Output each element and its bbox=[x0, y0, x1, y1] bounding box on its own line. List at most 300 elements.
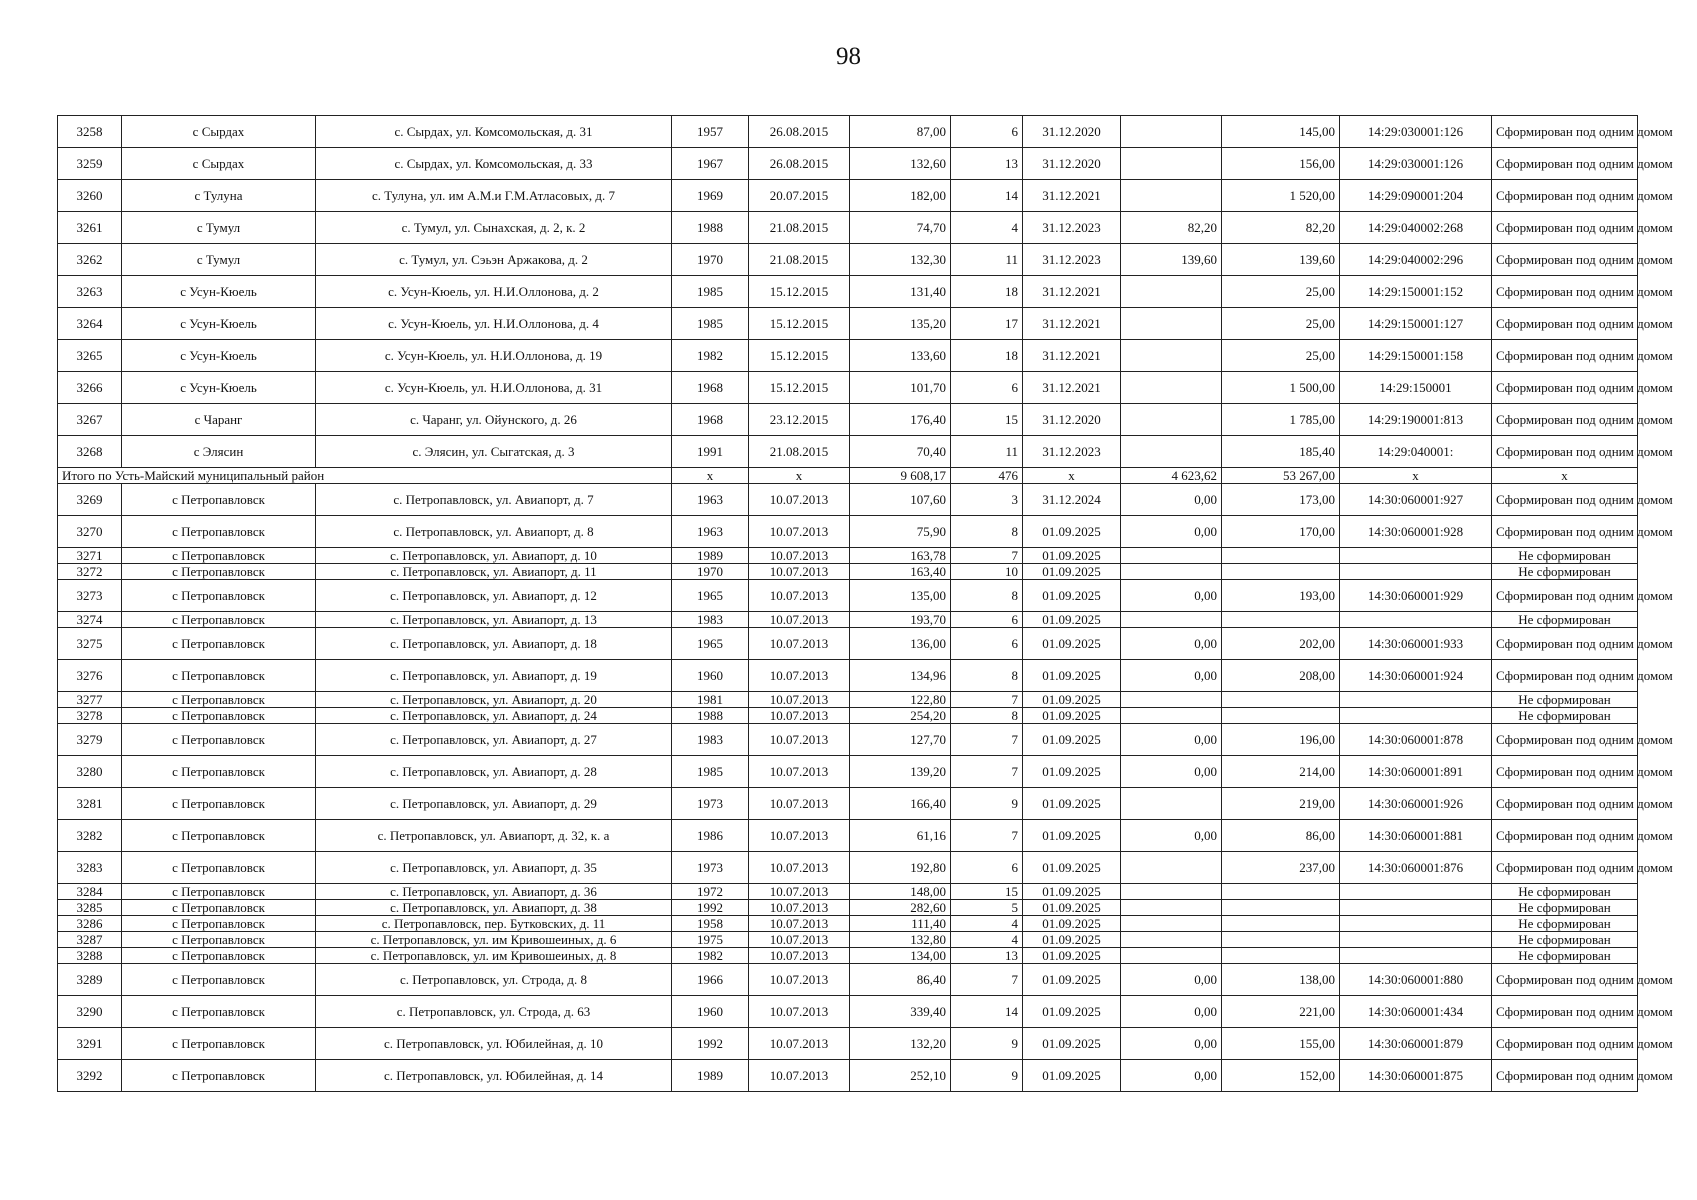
cell-area: 101,70 bbox=[850, 372, 951, 404]
cell-cadastral-number: 14:30:060001:879 bbox=[1340, 1028, 1492, 1060]
cell-cadastral-number: 14:30:060001:933 bbox=[1340, 628, 1492, 660]
cell-cadastral-number: 14:29:030001:126 bbox=[1340, 116, 1492, 148]
total-year: x bbox=[672, 468, 749, 484]
cell-recognition-date: 10.07.2013 bbox=[749, 660, 850, 692]
cell-build-year: 1965 bbox=[672, 580, 749, 612]
cell-value-1 bbox=[1121, 308, 1222, 340]
cell-land-status: Сформирован под одним домом bbox=[1492, 756, 1638, 788]
cell-land-status: Сформирован под одним домом bbox=[1492, 436, 1638, 468]
cell-recognition-date: 10.07.2013 bbox=[749, 788, 850, 820]
cell-residents: 7 bbox=[951, 820, 1023, 852]
cell-value-2: 152,00 bbox=[1222, 1060, 1340, 1092]
cell-land-status: Сформирован под одним домом bbox=[1492, 148, 1638, 180]
cell-planned-date: 01.09.2025 bbox=[1023, 1060, 1121, 1092]
cell-settlement: с Петропавловск bbox=[122, 484, 316, 516]
cell-value-2: 139,60 bbox=[1222, 244, 1340, 276]
table-section-petropavlovsk bbox=[58, 484, 1673, 1092]
cell-value-2: 1 500,00 bbox=[1222, 372, 1340, 404]
cell-land-status: Сформирован под одним домом bbox=[1492, 996, 1638, 1028]
cell-value-2: 237,00 bbox=[1222, 852, 1340, 884]
cell-value-2 bbox=[1222, 932, 1340, 948]
cell-row-number: 3287 bbox=[58, 932, 122, 948]
cell-residents: 3 bbox=[951, 484, 1023, 516]
cell-value-1 bbox=[1121, 884, 1222, 900]
cell-planned-date: 01.09.2025 bbox=[1023, 564, 1121, 580]
cell-row-number: 3274 bbox=[58, 612, 122, 628]
cell-value-1: 0,00 bbox=[1121, 516, 1222, 548]
cell-residents: 18 bbox=[951, 340, 1023, 372]
total-value-2: 53 267,00 bbox=[1222, 468, 1340, 484]
cell-planned-date: 01.09.2025 bbox=[1023, 756, 1121, 788]
cell-area: 132,80 bbox=[850, 932, 951, 948]
cell-recognition-date: 10.07.2013 bbox=[749, 852, 850, 884]
cell-land-status: Сформирован под одним домом bbox=[1492, 276, 1638, 308]
table-row bbox=[58, 852, 1638, 884]
cell-row-number: 3276 bbox=[58, 660, 122, 692]
cell-address: с. Петропавловск, ул. Авиапорт, д. 29 bbox=[316, 788, 672, 820]
cell-land-status: Сформирован под одним домом bbox=[1492, 340, 1638, 372]
cell-cadastral-number: 14:29:150001:158 bbox=[1340, 340, 1492, 372]
cell-row-number: 3279 bbox=[58, 724, 122, 756]
cell-value-1 bbox=[1121, 916, 1222, 932]
cell-recognition-date: 23.12.2015 bbox=[749, 404, 850, 436]
cell-cadastral-number bbox=[1340, 916, 1492, 932]
cell-residents: 13 bbox=[951, 948, 1023, 964]
table-row bbox=[58, 404, 1638, 436]
cell-value-2: 1 520,00 bbox=[1222, 180, 1340, 212]
cell-row-number: 3262 bbox=[58, 244, 122, 276]
cell-cadastral-number: 14:29:030001:126 bbox=[1340, 148, 1492, 180]
cell-recognition-date: 20.07.2015 bbox=[749, 180, 850, 212]
cell-area: 163,78 bbox=[850, 548, 951, 564]
cell-value-1: 0,00 bbox=[1121, 1028, 1222, 1060]
cell-build-year: 1970 bbox=[672, 244, 749, 276]
cell-row-number: 3285 bbox=[58, 900, 122, 916]
cell-residents: 10 bbox=[951, 564, 1023, 580]
table-row bbox=[58, 1060, 1638, 1092]
cell-area: 133,60 bbox=[850, 340, 951, 372]
cell-build-year: 1989 bbox=[672, 548, 749, 564]
cell-value-1: 0,00 bbox=[1121, 628, 1222, 660]
cell-value-2 bbox=[1222, 548, 1340, 564]
cell-value-2 bbox=[1222, 884, 1340, 900]
cell-residents: 7 bbox=[951, 724, 1023, 756]
table-row bbox=[58, 308, 1638, 340]
cell-value-2: 86,00 bbox=[1222, 820, 1340, 852]
cell-build-year: 1968 bbox=[672, 404, 749, 436]
cell-residents: 5 bbox=[951, 900, 1023, 916]
cell-value-1 bbox=[1121, 276, 1222, 308]
cell-value-2: 202,00 bbox=[1222, 628, 1340, 660]
cell-address: с. Петропавловск, ул. Авиапорт, д. 20 bbox=[316, 692, 672, 708]
cell-cadastral-number bbox=[1340, 948, 1492, 964]
cell-land-status: Не сформирован bbox=[1492, 548, 1638, 564]
cell-row-number: 3277 bbox=[58, 692, 122, 708]
cell-area: 132,30 bbox=[850, 244, 951, 276]
cell-address: с. Петропавловск, ул. Авиапорт, д. 13 bbox=[316, 612, 672, 628]
cell-row-number: 3270 bbox=[58, 516, 122, 548]
cell-cadastral-number bbox=[1340, 692, 1492, 708]
table-row bbox=[58, 436, 1638, 468]
cell-cadastral-number: 14:29:150001:127 bbox=[1340, 308, 1492, 340]
cell-planned-date: 01.09.2025 bbox=[1023, 900, 1121, 916]
cell-cadastral-number: 14:30:060001:891 bbox=[1340, 756, 1492, 788]
cell-build-year: 1985 bbox=[672, 276, 749, 308]
cell-land-status: Не сформирован bbox=[1492, 612, 1638, 628]
cell-area: 127,70 bbox=[850, 724, 951, 756]
cell-value-2: 1 785,00 bbox=[1222, 404, 1340, 436]
cell-value-1: 0,00 bbox=[1121, 820, 1222, 852]
cell-build-year: 1992 bbox=[672, 1028, 749, 1060]
table-row bbox=[58, 116, 1638, 148]
cell-area: 254,20 bbox=[850, 708, 951, 724]
cell-row-number: 3265 bbox=[58, 340, 122, 372]
cell-area: 148,00 bbox=[850, 884, 951, 900]
cell-address: с. Усун-Кюель, ул. Н.И.Оллонова, д. 31 bbox=[316, 372, 672, 404]
cell-settlement: с Петропавловск bbox=[122, 996, 316, 1028]
cell-row-number: 3260 bbox=[58, 180, 122, 212]
cell-settlement: с Петропавловск bbox=[122, 756, 316, 788]
cell-residents: 4 bbox=[951, 916, 1023, 932]
cell-recognition-date: 10.07.2013 bbox=[749, 932, 850, 948]
cell-area: 107,60 bbox=[850, 484, 951, 516]
table-row bbox=[58, 756, 1638, 788]
cell-build-year: 1963 bbox=[672, 484, 749, 516]
table-row bbox=[58, 612, 1638, 628]
cell-row-number: 3284 bbox=[58, 884, 122, 900]
table-row bbox=[58, 964, 1638, 996]
cell-land-status: Не сформирован bbox=[1492, 948, 1638, 964]
cell-residents: 4 bbox=[951, 212, 1023, 244]
cell-planned-date: 31.12.2023 bbox=[1023, 212, 1121, 244]
cell-row-number: 3288 bbox=[58, 948, 122, 964]
cell-cadastral-number: 14:30:060001:928 bbox=[1340, 516, 1492, 548]
table-row bbox=[58, 372, 1638, 404]
cell-residents: 6 bbox=[951, 628, 1023, 660]
cell-value-1 bbox=[1121, 372, 1222, 404]
cell-area: 136,00 bbox=[850, 628, 951, 660]
cell-planned-date: 01.09.2025 bbox=[1023, 724, 1121, 756]
cell-cadastral-number: 14:30:060001:881 bbox=[1340, 820, 1492, 852]
table-row bbox=[58, 484, 1638, 516]
cell-planned-date: 31.12.2020 bbox=[1023, 404, 1121, 436]
table-row bbox=[58, 932, 1638, 948]
cell-address: с. Петропавловск, ул. Юбилейная, д. 10 bbox=[316, 1028, 672, 1060]
cell-settlement: с Тумул bbox=[122, 244, 316, 276]
cell-area: 339,40 bbox=[850, 996, 951, 1028]
cell-value-2: 173,00 bbox=[1222, 484, 1340, 516]
cell-row-number: 3273 bbox=[58, 580, 122, 612]
cell-row-number: 3272 bbox=[58, 564, 122, 580]
cell-settlement: с Петропавловск bbox=[122, 660, 316, 692]
cell-row-number: 3292 bbox=[58, 1060, 122, 1092]
total-row bbox=[58, 468, 1638, 484]
table-row bbox=[58, 244, 1638, 276]
cell-address: с. Петропавловск, ул. Авиапорт, д. 12 bbox=[316, 580, 672, 612]
cell-settlement: с Петропавловск bbox=[122, 612, 316, 628]
cell-row-number: 3291 bbox=[58, 1028, 122, 1060]
cell-value-2: 25,00 bbox=[1222, 340, 1340, 372]
cell-land-status: Не сформирован bbox=[1492, 932, 1638, 948]
cell-residents: 14 bbox=[951, 180, 1023, 212]
table-row bbox=[58, 916, 1638, 932]
cell-land-status: Сформирован под одним домом bbox=[1492, 820, 1638, 852]
cell-address: с. Тулуна, ул. им А.М.и Г.М.Атласовых, д. 7 bbox=[316, 180, 672, 212]
cell-settlement: с Петропавловск bbox=[122, 708, 316, 724]
cell-build-year: 1992 bbox=[672, 900, 749, 916]
cell-land-status: Не сформирован bbox=[1492, 884, 1638, 900]
cell-settlement: с Петропавловск bbox=[122, 516, 316, 548]
cell-cadastral-number: 14:30:060001:875 bbox=[1340, 1060, 1492, 1092]
cell-area: 134,00 bbox=[850, 948, 951, 964]
cell-value-2 bbox=[1222, 692, 1340, 708]
cell-cadastral-number: 14:30:060001:927 bbox=[1340, 484, 1492, 516]
cell-residents: 17 bbox=[951, 308, 1023, 340]
cell-value-2: 155,00 bbox=[1222, 1028, 1340, 1060]
cell-cadastral-number: 14:29:090001:204 bbox=[1340, 180, 1492, 212]
cell-recognition-date: 15.12.2015 bbox=[749, 276, 850, 308]
cell-row-number: 3258 bbox=[58, 116, 122, 148]
cell-build-year: 1988 bbox=[672, 708, 749, 724]
cell-residents: 14 bbox=[951, 996, 1023, 1028]
cell-land-status: Сформирован под одним домом bbox=[1492, 484, 1638, 516]
cell-build-year: 1960 bbox=[672, 660, 749, 692]
total-plan: x bbox=[1023, 468, 1121, 484]
cell-value-2: 145,00 bbox=[1222, 116, 1340, 148]
cell-residents: 7 bbox=[951, 548, 1023, 564]
cell-build-year: 1968 bbox=[672, 372, 749, 404]
cell-land-status: Сформирован под одним домом bbox=[1492, 308, 1638, 340]
table-row bbox=[58, 180, 1638, 212]
cell-value-1 bbox=[1121, 612, 1222, 628]
cell-settlement: с Сырдах bbox=[122, 116, 316, 148]
cell-cadastral-number: 14:29:040001: bbox=[1340, 436, 1492, 468]
cell-planned-date: 01.09.2025 bbox=[1023, 516, 1121, 548]
cell-settlement: с Тумул bbox=[122, 212, 316, 244]
cell-value-1: 0,00 bbox=[1121, 580, 1222, 612]
cell-row-number: 3283 bbox=[58, 852, 122, 884]
cell-settlement: с Петропавловск bbox=[122, 548, 316, 564]
cell-recognition-date: 10.07.2013 bbox=[749, 820, 850, 852]
table-row bbox=[58, 996, 1638, 1028]
cell-address: с. Петропавловск, ул. Авиапорт, д. 24 bbox=[316, 708, 672, 724]
cell-residents: 6 bbox=[951, 116, 1023, 148]
cell-build-year: 1960 bbox=[672, 996, 749, 1028]
cell-build-year: 1982 bbox=[672, 340, 749, 372]
cell-address: с. Усун-Кюель, ул. Н.И.Оллонова, д. 2 bbox=[316, 276, 672, 308]
cell-residents: 18 bbox=[951, 276, 1023, 308]
cell-build-year: 1972 bbox=[672, 884, 749, 900]
cell-settlement: с Усун-Кюель bbox=[122, 276, 316, 308]
cell-area: 135,20 bbox=[850, 308, 951, 340]
table-row bbox=[58, 340, 1638, 372]
cell-residents: 7 bbox=[951, 964, 1023, 996]
cell-settlement: с Петропавловск bbox=[122, 1060, 316, 1092]
cell-recognition-date: 26.08.2015 bbox=[749, 148, 850, 180]
cell-build-year: 1983 bbox=[672, 724, 749, 756]
cell-cadastral-number: 14:30:060001:929 bbox=[1340, 580, 1492, 612]
table-row bbox=[58, 212, 1638, 244]
cell-value-2: 138,00 bbox=[1222, 964, 1340, 996]
cell-build-year: 1963 bbox=[672, 516, 749, 548]
cell-build-year: 1970 bbox=[672, 564, 749, 580]
cell-area: 132,60 bbox=[850, 148, 951, 180]
cell-value-1 bbox=[1121, 852, 1222, 884]
cell-cadastral-number: 14:30:060001:876 bbox=[1340, 852, 1492, 884]
cell-residents: 4 bbox=[951, 932, 1023, 948]
cell-recognition-date: 10.07.2013 bbox=[749, 708, 850, 724]
cell-row-number: 3275 bbox=[58, 628, 122, 660]
cell-planned-date: 01.09.2025 bbox=[1023, 660, 1121, 692]
cell-address: с. Петропавловск, ул. Авиапорт, д. 18 bbox=[316, 628, 672, 660]
cell-settlement: с Петропавловск bbox=[122, 564, 316, 580]
cell-land-status: Сформирован под одним домом bbox=[1492, 516, 1638, 548]
cell-address: с. Петропавловск, ул. Авиапорт, д. 28 bbox=[316, 756, 672, 788]
cell-value-1 bbox=[1121, 788, 1222, 820]
cell-settlement: с Петропавловск bbox=[122, 900, 316, 916]
cell-value-2: 214,00 bbox=[1222, 756, 1340, 788]
cell-recognition-date: 21.08.2015 bbox=[749, 212, 850, 244]
cell-recognition-date: 10.07.2013 bbox=[749, 628, 850, 660]
cell-area: 131,40 bbox=[850, 276, 951, 308]
cell-residents: 7 bbox=[951, 756, 1023, 788]
cell-address: с. Сырдах, ул. Комсомольская, д. 33 bbox=[316, 148, 672, 180]
cell-build-year: 1991 bbox=[672, 436, 749, 468]
cell-address: с. Чаранг, ул. Ойунского, д. 26 bbox=[316, 404, 672, 436]
cell-cadastral-number: 14:29:150001:152 bbox=[1340, 276, 1492, 308]
cell-row-number: 3261 bbox=[58, 212, 122, 244]
cell-residents: 6 bbox=[951, 852, 1023, 884]
cell-settlement: с Тулуна bbox=[122, 180, 316, 212]
cell-settlement: с Петропавловск bbox=[122, 692, 316, 708]
cell-address: с. Петропавловск, ул. Юбилейная, д. 14 bbox=[316, 1060, 672, 1092]
cell-recognition-date: 10.07.2013 bbox=[749, 1060, 850, 1092]
cell-address: с. Петропавловск, ул. Авиапорт, д. 10 bbox=[316, 548, 672, 564]
cell-recognition-date: 15.12.2015 bbox=[749, 372, 850, 404]
cell-address: с. Петропавловск, пер. Бутковских, д. 11 bbox=[316, 916, 672, 932]
cell-build-year: 1973 bbox=[672, 852, 749, 884]
cell-recognition-date: 10.07.2013 bbox=[749, 692, 850, 708]
cell-address: с. Петропавловск, ул. Авиапорт, д. 27 bbox=[316, 724, 672, 756]
cell-residents: 9 bbox=[951, 1028, 1023, 1060]
table-row bbox=[58, 276, 1638, 308]
cell-planned-date: 31.12.2021 bbox=[1023, 276, 1121, 308]
cell-land-status: Сформирован под одним домом bbox=[1492, 964, 1638, 996]
cell-cadastral-number bbox=[1340, 900, 1492, 916]
table-row bbox=[58, 788, 1638, 820]
cell-value-2: 185,40 bbox=[1222, 436, 1340, 468]
cell-value-2 bbox=[1222, 708, 1340, 724]
cell-cadastral-number: 14:29:190001:813 bbox=[1340, 404, 1492, 436]
cell-planned-date: 01.09.2025 bbox=[1023, 612, 1121, 628]
cell-land-status: Не сформирован bbox=[1492, 692, 1638, 708]
cell-area: 74,70 bbox=[850, 212, 951, 244]
cell-recognition-date: 15.12.2015 bbox=[749, 340, 850, 372]
cell-value-1 bbox=[1121, 148, 1222, 180]
cell-planned-date: 01.09.2025 bbox=[1023, 708, 1121, 724]
cell-value-1: 0,00 bbox=[1121, 724, 1222, 756]
cell-value-1 bbox=[1121, 692, 1222, 708]
cell-land-status: Сформирован под одним домом bbox=[1492, 580, 1638, 612]
cell-planned-date: 31.12.2024 bbox=[1023, 484, 1121, 516]
cell-address: с. Петропавловск, ул. Строда, д. 8 bbox=[316, 964, 672, 996]
cell-settlement: с Петропавловск bbox=[122, 884, 316, 900]
cell-residents: 11 bbox=[951, 244, 1023, 276]
cell-value-1 bbox=[1121, 932, 1222, 948]
housing-register-table bbox=[57, 115, 1673, 1092]
cell-planned-date: 01.09.2025 bbox=[1023, 692, 1121, 708]
cell-value-1 bbox=[1121, 708, 1222, 724]
cell-value-2: 208,00 bbox=[1222, 660, 1340, 692]
cell-address: с. Петропавловск, ул. Авиапорт, д. 32, к. а bbox=[316, 820, 672, 852]
cell-row-number: 3259 bbox=[58, 148, 122, 180]
cell-residents: 11 bbox=[951, 436, 1023, 468]
cell-address: с. Элясин, ул. Сыгатская, д. 3 bbox=[316, 436, 672, 468]
cell-settlement: с Петропавловск bbox=[122, 580, 316, 612]
cell-settlement: с Петропавловск bbox=[122, 628, 316, 660]
cell-build-year: 1986 bbox=[672, 820, 749, 852]
cell-land-status: Не сформирован bbox=[1492, 708, 1638, 724]
cell-residents: 9 bbox=[951, 1060, 1023, 1092]
cell-recognition-date: 10.07.2013 bbox=[749, 724, 850, 756]
cell-residents: 8 bbox=[951, 708, 1023, 724]
cell-cadastral-number bbox=[1340, 884, 1492, 900]
cell-cadastral-number: 14:29:150001 bbox=[1340, 372, 1492, 404]
cell-planned-date: 31.12.2023 bbox=[1023, 244, 1121, 276]
total-cadastral: x bbox=[1340, 468, 1492, 484]
cell-land-status: Сформирован под одним домом bbox=[1492, 244, 1638, 276]
cell-row-number: 3264 bbox=[58, 308, 122, 340]
cell-planned-date: 31.12.2021 bbox=[1023, 308, 1121, 340]
cell-build-year: 1957 bbox=[672, 116, 749, 148]
cell-recognition-date: 10.07.2013 bbox=[749, 612, 850, 628]
cell-settlement: с Петропавловск bbox=[122, 916, 316, 932]
cell-value-2 bbox=[1222, 612, 1340, 628]
cell-value-1: 0,00 bbox=[1121, 1060, 1222, 1092]
cell-value-1 bbox=[1121, 948, 1222, 964]
cell-recognition-date: 10.07.2013 bbox=[749, 996, 850, 1028]
cell-settlement: с Петропавловск bbox=[122, 1028, 316, 1060]
cell-recognition-date: 10.07.2013 bbox=[749, 884, 850, 900]
cell-area: 282,60 bbox=[850, 900, 951, 916]
cell-value-1 bbox=[1121, 436, 1222, 468]
cell-recognition-date: 10.07.2013 bbox=[749, 900, 850, 916]
cell-area: 139,20 bbox=[850, 756, 951, 788]
cell-value-2: 170,00 bbox=[1222, 516, 1340, 548]
table-row bbox=[58, 900, 1638, 916]
cell-value-2: 196,00 bbox=[1222, 724, 1340, 756]
cell-settlement: с Петропавловск bbox=[122, 852, 316, 884]
cell-cadastral-number bbox=[1340, 612, 1492, 628]
cell-recognition-date: 10.07.2013 bbox=[749, 916, 850, 932]
total-status: x bbox=[1492, 468, 1638, 484]
cell-planned-date: 01.09.2025 bbox=[1023, 948, 1121, 964]
cell-cadastral-number bbox=[1340, 708, 1492, 724]
cell-planned-date: 01.09.2025 bbox=[1023, 852, 1121, 884]
cell-settlement: с Петропавловск bbox=[122, 964, 316, 996]
cell-planned-date: 31.12.2021 bbox=[1023, 372, 1121, 404]
cell-address: с. Петропавловск, ул. Строда, д. 63 bbox=[316, 996, 672, 1028]
cell-land-status: Не сформирован bbox=[1492, 564, 1638, 580]
cell-area: 61,16 bbox=[850, 820, 951, 852]
cell-row-number: 3286 bbox=[58, 916, 122, 932]
cell-settlement: с Усун-Кюель bbox=[122, 372, 316, 404]
total-residents: 476 bbox=[951, 468, 1023, 484]
cell-address: с. Тумул, ул. Сынахская, д. 2, к. 2 bbox=[316, 212, 672, 244]
cell-value-2: 25,00 bbox=[1222, 276, 1340, 308]
table-row bbox=[58, 820, 1638, 852]
cell-build-year: 1989 bbox=[672, 1060, 749, 1092]
